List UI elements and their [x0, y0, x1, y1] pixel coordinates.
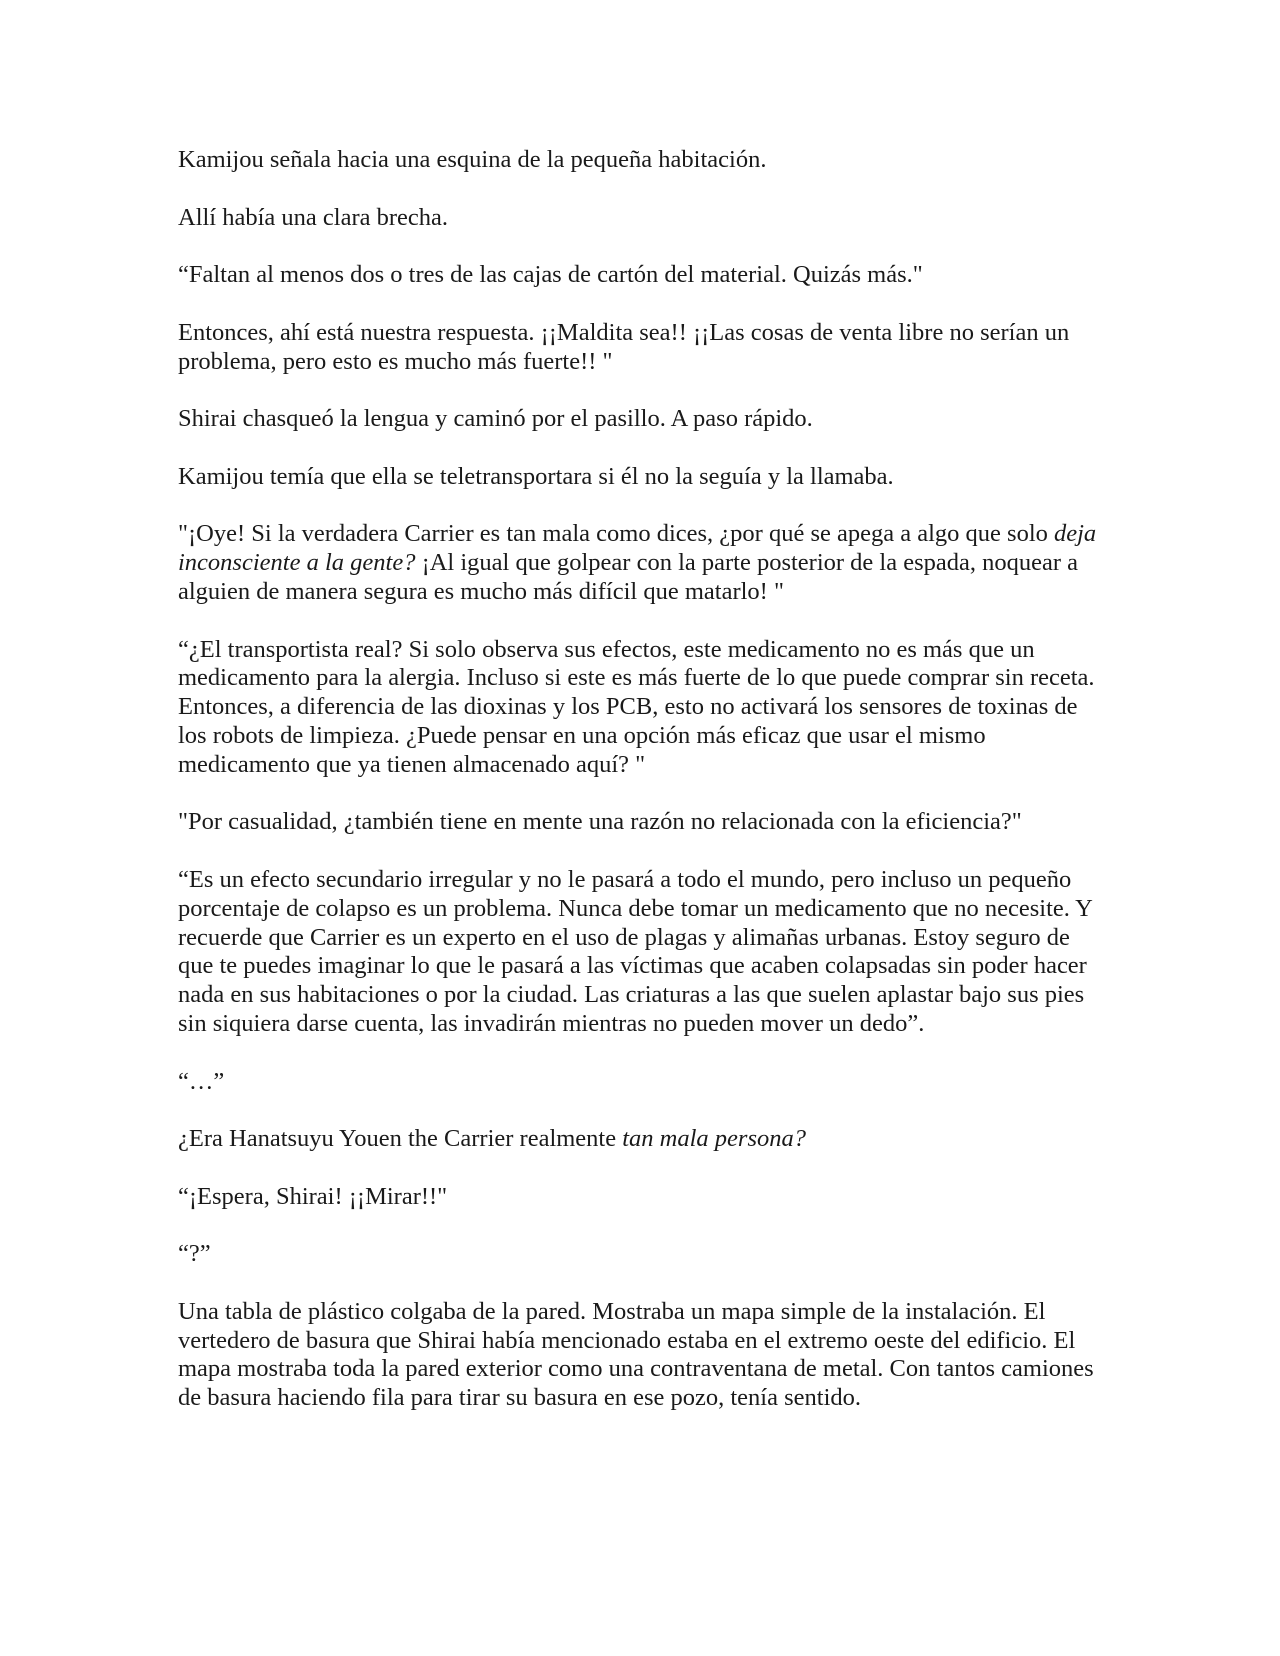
text-run: “¡Espera, Shirai! ¡¡Mirar!!": [178, 1182, 448, 1210]
text-run: “Es un efecto secundario irregular y no le pasará a todo el mundo, pero incluso un pequeño porcentaje de colapso es un problema. Nunca debe tomar un medicamento que no necesite. Y recuerde que Carrier es un experto en el uso de plagas y alimañas urbanas. Estoy seguro de que te puedes imaginar lo que le pasará a las víctimas que acaben colapsadas sin poder hacer nada en sus habitaciones o por la ciudad. Las criaturas a las que suelen aplastar bajo sus pies sin siquiera darse cuenta, las invadirán mientras no pueden mover un dedo”.: [178, 865, 1092, 1037]
paragraph: [178, 520, 1108, 606]
paragraph: [178, 866, 1108, 1039]
paragraph: [178, 405, 1108, 434]
text-run: Entonces, ahí está nuestra respuesta. ¡¡Maldita sea!! ¡¡Las cosas de venta libre no serían un problema, pero esto es mucho más fuerte!! ": [178, 318, 1070, 375]
paragraph: [178, 636, 1108, 780]
text-run: Una tabla de plástico colgaba de la pared. Mostraba un mapa simple de la instalación. El vertedero de basura que Shirai había mencionado estaba en el extremo oeste del edificio. El mapa mostraba toda la pared exterior como una contraventana de metal. Con tantos camiones de basura haciendo fila para tirar su basura en ese pozo, tenía sentido.: [178, 1297, 1094, 1412]
paragraph: [178, 261, 1108, 290]
text-run: "Por casualidad, ¿también tiene en mente una razón no relacionada con la eficiencia?": [178, 808, 1022, 836]
paragraph: [178, 204, 1108, 233]
text-run: ¡Al igual que golpear con la parte posterior de la espada, noquear a alguien de manera segura es mucho más difícil que matarlo! ": [178, 549, 1079, 605]
paragraph: [178, 319, 1108, 377]
text-run: Shirai chasqueó la lengua y caminó por el pasillo. A paso rápido.: [178, 405, 813, 433]
text-run: Kamijou temía que ella se teletransportara si él no la seguía y la llamaba.: [178, 462, 894, 490]
paragraph: [178, 1068, 1108, 1097]
paragraph: [178, 463, 1108, 492]
paragraph: [178, 1298, 1108, 1413]
paragraph: [178, 146, 1108, 175]
text-run: “…”: [178, 1067, 225, 1095]
paragraph: [178, 1125, 1108, 1154]
paragraph: [178, 1240, 1108, 1269]
text-run: Kamijou señala hacia una esquina de la pequeña habitación.: [178, 146, 767, 173]
text-run: “¿El transportista real? Si solo observa sus efectos, este medicamento no es más que un medicamento para la alergia. Incluso si este es más fuerte de lo que puede comprar sin receta. Entonces, a diferencia de las dioxinas y los PCB, esto no activará los sensores de toxinas de los robots de limpieza. ¿Puede pensar en una opción más eficaz que usar el mismo medicamento que ya tienen almacenado aquí? ": [178, 635, 1095, 778]
text-run: “Faltan al menos dos o tres de las cajas de cartón del material. Quizás más.": [178, 261, 923, 289]
text-run: Allí había una clara brecha.: [178, 203, 449, 231]
paragraph: [178, 808, 1108, 837]
text-run: ¿Era Hanatsuyu Youen the Carrier realmente: [178, 1125, 623, 1153]
italic-text-run: tan mala persona?: [622, 1125, 806, 1153]
italic-text-run: deja inconsciente a la gente?: [178, 520, 1097, 577]
text-run: "¡Oye! Si la verdadera Carrier es tan mala como dices, ¿por qué se apega a algo que solo: [178, 520, 1054, 548]
paragraph: [178, 1183, 1108, 1212]
document-page: [178, 146, 1108, 1442]
text-run: “?”: [178, 1240, 211, 1268]
